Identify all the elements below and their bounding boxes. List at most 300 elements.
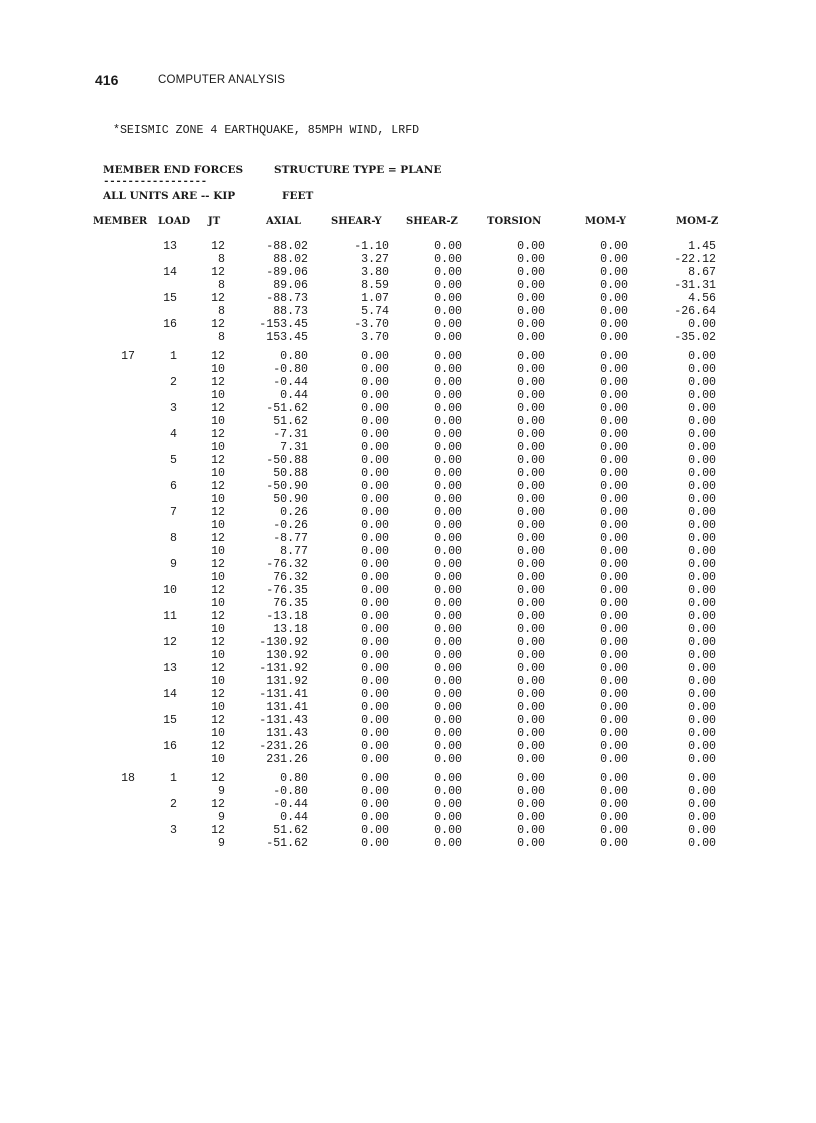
col-header-torsion: TORSION	[487, 216, 542, 227]
structure-type-heading: STRUCTURE TYPE = PLANE	[274, 164, 442, 176]
cell-load: 5	[170, 454, 177, 467]
cell-shear-z: 0.00	[434, 279, 462, 292]
cell-mom-z: 0.00	[688, 363, 716, 376]
cell-load: 1	[170, 350, 177, 363]
cell-shear-z: 0.00	[434, 785, 462, 798]
cell-shear-z: 0.00	[434, 402, 462, 415]
cell-axial: -50.90	[266, 480, 308, 493]
cell-mom-z: 0.00	[688, 675, 716, 688]
cell-mom-z: 0.00	[688, 740, 716, 753]
cell-shear-z: 0.00	[434, 292, 462, 305]
cell-shear-y: 0.00	[361, 467, 389, 480]
cell-axial: 13.18	[273, 623, 308, 636]
cell-mom-z: 0.00	[688, 662, 716, 675]
cell-shear-y: 0.00	[361, 798, 389, 811]
cell-mom-y: 0.00	[600, 584, 628, 597]
cell-mom-y: 0.00	[600, 662, 628, 675]
cell-torsion: 0.00	[517, 305, 545, 318]
cell-shear-y: -3.70	[354, 318, 389, 331]
cell-shear-z: 0.00	[434, 623, 462, 636]
cell-mom-z: 0.00	[688, 701, 716, 714]
cell-shear-y: 0.00	[361, 610, 389, 623]
cell-torsion: 0.00	[517, 376, 545, 389]
cell-shear-z: 0.00	[434, 701, 462, 714]
cell-axial: -7.31	[273, 428, 308, 441]
cell-jt: 8	[218, 253, 225, 266]
cell-mom-z: 0.00	[688, 610, 716, 623]
cell-shear-y: 0.00	[361, 480, 389, 493]
cell-shear-z: 0.00	[434, 740, 462, 753]
cell-torsion: 0.00	[517, 714, 545, 727]
cell-mom-y: 0.00	[600, 545, 628, 558]
cell-shear-z: 0.00	[434, 506, 462, 519]
cell-mom-z: 0.00	[688, 415, 716, 428]
cell-jt: 9	[218, 837, 225, 850]
cell-mom-z: 0.00	[688, 493, 716, 506]
cell-mom-y: 0.00	[600, 363, 628, 376]
cell-jt: 10	[211, 649, 225, 662]
cell-shear-y: 0.00	[361, 837, 389, 850]
cell-mom-y: 0.00	[600, 597, 628, 610]
units-heading: ALL UNITS ARE -- KIP	[103, 190, 236, 202]
cell-mom-y: 0.00	[600, 558, 628, 571]
cell-axial: 130.92	[266, 649, 308, 662]
cell-torsion: 0.00	[517, 363, 545, 376]
cell-shear-y: 0.00	[361, 571, 389, 584]
cell-shear-y: 0.00	[361, 662, 389, 675]
cell-axial: 0.44	[280, 389, 308, 402]
cell-mom-y: 0.00	[600, 441, 628, 454]
running-head: COMPUTER ANALYSIS	[158, 74, 286, 86]
cell-jt: 10	[211, 467, 225, 480]
cell-shear-z: 0.00	[434, 811, 462, 824]
cell-axial: 131.43	[266, 727, 308, 740]
cell-axial: -76.32	[266, 558, 308, 571]
cell-torsion: 0.00	[517, 675, 545, 688]
cell-jt: 12	[211, 376, 225, 389]
cell-axial: -0.44	[273, 798, 308, 811]
cell-torsion: 0.00	[517, 785, 545, 798]
cell-load: 8	[170, 532, 177, 545]
cell-shear-y: 0.00	[361, 532, 389, 545]
cell-mom-z: -35.02	[674, 331, 716, 344]
cell-torsion: 0.00	[517, 610, 545, 623]
cell-shear-z: 0.00	[434, 519, 462, 532]
cell-mom-z: 0.00	[688, 688, 716, 701]
cell-load: 6	[170, 480, 177, 493]
cell-jt: 10	[211, 597, 225, 610]
cell-shear-y: 0.00	[361, 363, 389, 376]
cell-torsion: 0.00	[517, 331, 545, 344]
cell-shear-z: 0.00	[434, 363, 462, 376]
cell-mom-z: 0.00	[688, 389, 716, 402]
cell-shear-y: 0.00	[361, 772, 389, 785]
cell-torsion: 0.00	[517, 824, 545, 837]
cell-torsion: 0.00	[517, 571, 545, 584]
cell-mom-y: 0.00	[600, 824, 628, 837]
cell-shear-z: 0.00	[434, 675, 462, 688]
cell-axial: -131.41	[259, 688, 308, 701]
cell-mom-y: 0.00	[600, 279, 628, 292]
cell-torsion: 0.00	[517, 811, 545, 824]
cell-load: 7	[170, 506, 177, 519]
cell-load: 11	[163, 610, 177, 623]
cell-shear-z: 0.00	[434, 493, 462, 506]
cell-mom-z: 0.00	[688, 824, 716, 837]
cell-torsion: 0.00	[517, 837, 545, 850]
cell-torsion: 0.00	[517, 493, 545, 506]
cell-torsion: 0.00	[517, 480, 545, 493]
cell-jt: 12	[211, 240, 225, 253]
cell-shear-y: 0.00	[361, 402, 389, 415]
cell-axial: -89.06	[266, 266, 308, 279]
cell-shear-z: 0.00	[434, 688, 462, 701]
cell-axial: -88.73	[266, 292, 308, 305]
cell-torsion: 0.00	[517, 740, 545, 753]
cell-shear-z: 0.00	[434, 480, 462, 493]
cell-mom-z: 0.00	[688, 772, 716, 785]
cell-mom-y: 0.00	[600, 467, 628, 480]
cell-axial: -153.45	[259, 318, 308, 331]
cell-jt: 10	[211, 519, 225, 532]
cell-mom-z: 0.00	[688, 428, 716, 441]
cell-mom-y: 0.00	[600, 811, 628, 824]
cell-shear-y: 1.07	[361, 292, 389, 305]
cell-mom-z: 0.00	[688, 571, 716, 584]
cell-jt: 12	[211, 318, 225, 331]
cell-mom-z: 0.00	[688, 402, 716, 415]
cell-torsion: 0.00	[517, 772, 545, 785]
cell-mom-y: 0.00	[600, 785, 628, 798]
cell-shear-z: 0.00	[434, 558, 462, 571]
cell-shear-z: 0.00	[434, 584, 462, 597]
cell-axial: 50.90	[273, 493, 308, 506]
cell-torsion: 0.00	[517, 558, 545, 571]
cell-shear-y: 0.00	[361, 415, 389, 428]
cell-shear-z: 0.00	[434, 305, 462, 318]
cell-mom-y: 0.00	[600, 292, 628, 305]
cell-jt: 8	[218, 305, 225, 318]
cell-axial: 131.41	[266, 701, 308, 714]
cell-torsion: 0.00	[517, 402, 545, 415]
analysis-title: *SEISMIC ZONE 4 EARTHQUAKE, 85MPH WIND, LRFD	[113, 124, 420, 137]
cell-shear-z: 0.00	[434, 714, 462, 727]
cell-axial: 76.35	[273, 597, 308, 610]
cell-axial: -0.80	[273, 785, 308, 798]
cell-shear-z: 0.00	[434, 253, 462, 266]
cell-shear-y: 0.00	[361, 688, 389, 701]
cell-shear-z: 0.00	[434, 454, 462, 467]
cell-mom-y: 0.00	[600, 389, 628, 402]
cell-mom-y: 0.00	[600, 493, 628, 506]
cell-shear-z: 0.00	[434, 545, 462, 558]
cell-shear-z: 0.00	[434, 798, 462, 811]
cell-mom-z: -26.64	[674, 305, 716, 318]
cell-torsion: 0.00	[517, 519, 545, 532]
cell-mom-z: 0.00	[688, 350, 716, 363]
cell-axial: 88.02	[273, 253, 308, 266]
cell-jt: 10	[211, 701, 225, 714]
cell-load: 13	[163, 662, 177, 675]
cell-mom-z: 4.56	[688, 292, 716, 305]
cell-shear-y: 0.00	[361, 785, 389, 798]
cell-mom-y: 0.00	[600, 331, 628, 344]
cell-mom-z: 0.00	[688, 454, 716, 467]
cell-axial: -130.92	[259, 636, 308, 649]
cell-torsion: 0.00	[517, 350, 545, 363]
cell-shear-y: 0.00	[361, 824, 389, 837]
cell-mom-y: 0.00	[600, 350, 628, 363]
cell-shear-y: -1.10	[354, 240, 389, 253]
cell-shear-z: 0.00	[434, 266, 462, 279]
cell-jt: 12	[211, 610, 225, 623]
cell-mom-z: 0.00	[688, 811, 716, 824]
cell-shear-y: 0.00	[361, 714, 389, 727]
col-header-axial: AXIAL	[266, 216, 301, 227]
cell-torsion: 0.00	[517, 532, 545, 545]
cell-shear-y: 0.00	[361, 649, 389, 662]
cell-mom-y: 0.00	[600, 610, 628, 623]
cell-torsion: 0.00	[517, 253, 545, 266]
cell-mom-z: 0.00	[688, 837, 716, 850]
cell-shear-z: 0.00	[434, 837, 462, 850]
cell-torsion: 0.00	[517, 428, 545, 441]
cell-member: 17	[121, 350, 135, 363]
cell-jt: 10	[211, 753, 225, 766]
cell-shear-y: 3.70	[361, 331, 389, 344]
cell-torsion: 0.00	[517, 753, 545, 766]
member-end-forces-heading: MEMBER END FORCES	[103, 164, 244, 176]
cell-mom-y: 0.00	[600, 714, 628, 727]
cell-shear-y: 0.00	[361, 675, 389, 688]
cell-axial: -0.80	[273, 363, 308, 376]
cell-mom-z: 0.00	[688, 636, 716, 649]
cell-torsion: 0.00	[517, 545, 545, 558]
cell-jt: 9	[218, 785, 225, 798]
cell-torsion: 0.00	[517, 454, 545, 467]
cell-jt: 9	[218, 811, 225, 824]
cell-jt: 10	[211, 545, 225, 558]
col-header-jt: JT	[208, 216, 221, 227]
cell-torsion: 0.00	[517, 415, 545, 428]
cell-shear-z: 0.00	[434, 467, 462, 480]
cell-shear-z: 0.00	[434, 772, 462, 785]
cell-mom-y: 0.00	[600, 318, 628, 331]
cell-load: 16	[163, 740, 177, 753]
cell-axial: 50.88	[273, 467, 308, 480]
cell-shear-z: 0.00	[434, 350, 462, 363]
cell-shear-z: 0.00	[434, 441, 462, 454]
cell-mom-z: 0.00	[688, 318, 716, 331]
cell-shear-y: 0.00	[361, 545, 389, 558]
cell-jt: 12	[211, 772, 225, 785]
cell-mom-z: 0.00	[688, 480, 716, 493]
cell-axial: 0.80	[280, 772, 308, 785]
cell-jt: 12	[211, 714, 225, 727]
cell-torsion: 0.00	[517, 279, 545, 292]
cell-axial: 0.80	[280, 350, 308, 363]
page-number: 416	[95, 72, 119, 88]
cell-jt: 10	[211, 675, 225, 688]
cell-mom-z: 0.00	[688, 467, 716, 480]
cell-mom-y: 0.00	[600, 506, 628, 519]
cell-shear-y: 0.00	[361, 811, 389, 824]
cell-shear-y: 0.00	[361, 376, 389, 389]
cell-shear-y: 0.00	[361, 493, 389, 506]
cell-mom-y: 0.00	[600, 675, 628, 688]
cell-shear-y: 0.00	[361, 454, 389, 467]
cell-torsion: 0.00	[517, 798, 545, 811]
cell-mom-y: 0.00	[600, 532, 628, 545]
cell-shear-y: 0.00	[361, 636, 389, 649]
cell-mom-z: 0.00	[688, 545, 716, 558]
cell-shear-z: 0.00	[434, 331, 462, 344]
cell-torsion: 0.00	[517, 467, 545, 480]
cell-jt: 12	[211, 402, 225, 415]
cell-jt: 10	[211, 363, 225, 376]
cell-shear-z: 0.00	[434, 240, 462, 253]
cell-mom-z: 8.67	[688, 266, 716, 279]
cell-jt: 12	[211, 798, 225, 811]
cell-shear-z: 0.00	[434, 824, 462, 837]
cell-torsion: 0.00	[517, 584, 545, 597]
cell-shear-z: 0.00	[434, 571, 462, 584]
col-header-shear-z: SHEAR-Z	[406, 216, 458, 227]
cell-torsion: 0.00	[517, 727, 545, 740]
cell-axial: -0.26	[273, 519, 308, 532]
cell-jt: 10	[211, 441, 225, 454]
cell-jt: 8	[218, 331, 225, 344]
cell-shear-y: 0.00	[361, 558, 389, 571]
cell-torsion: 0.00	[517, 292, 545, 305]
units-feet-heading: FEET	[282, 190, 314, 202]
cell-shear-y: 0.00	[361, 597, 389, 610]
cell-shear-z: 0.00	[434, 389, 462, 402]
cell-mom-z: 1.45	[688, 240, 716, 253]
cell-torsion: 0.00	[517, 597, 545, 610]
cell-mom-z: 0.00	[688, 714, 716, 727]
heading-underline: -----------------	[103, 176, 207, 188]
cell-load: 2	[170, 376, 177, 389]
cell-axial: 131.92	[266, 675, 308, 688]
cell-jt: 12	[211, 350, 225, 363]
cell-mom-y: 0.00	[600, 376, 628, 389]
cell-shear-z: 0.00	[434, 532, 462, 545]
cell-shear-y: 0.00	[361, 519, 389, 532]
cell-torsion: 0.00	[517, 649, 545, 662]
cell-axial: 51.62	[273, 824, 308, 837]
col-header-member: MEMBER	[93, 216, 148, 227]
cell-shear-y: 0.00	[361, 428, 389, 441]
cell-jt: 10	[211, 571, 225, 584]
cell-load: 1	[170, 772, 177, 785]
cell-mom-z: 0.00	[688, 376, 716, 389]
cell-mom-y: 0.00	[600, 428, 628, 441]
col-header-shear-y: SHEAR-Y	[331, 216, 382, 227]
cell-load: 15	[163, 292, 177, 305]
cell-mom-z: 0.00	[688, 506, 716, 519]
cell-shear-y: 0.00	[361, 441, 389, 454]
cell-mom-y: 0.00	[600, 753, 628, 766]
cell-load: 3	[170, 824, 177, 837]
cell-shear-y: 0.00	[361, 740, 389, 753]
cell-axial: 0.26	[280, 506, 308, 519]
cell-mom-y: 0.00	[600, 837, 628, 850]
cell-mom-z: 0.00	[688, 798, 716, 811]
cell-mom-y: 0.00	[600, 798, 628, 811]
cell-torsion: 0.00	[517, 389, 545, 402]
cell-shear-y: 5.74	[361, 305, 389, 318]
col-header-mom-y: MOM-Y	[585, 216, 627, 227]
cell-axial: 88.73	[273, 305, 308, 318]
cell-axial: -131.92	[259, 662, 308, 675]
cell-torsion: 0.00	[517, 662, 545, 675]
cell-torsion: 0.00	[517, 688, 545, 701]
cell-mom-z: 0.00	[688, 623, 716, 636]
cell-torsion: 0.00	[517, 701, 545, 714]
cell-shear-z: 0.00	[434, 597, 462, 610]
cell-mom-y: 0.00	[600, 266, 628, 279]
cell-jt: 12	[211, 558, 225, 571]
cell-shear-y: 0.00	[361, 350, 389, 363]
cell-axial: 76.32	[273, 571, 308, 584]
cell-axial: -76.35	[266, 584, 308, 597]
cell-shear-z: 0.00	[434, 727, 462, 740]
cell-jt: 12	[211, 740, 225, 753]
cell-mom-z: 0.00	[688, 441, 716, 454]
cell-mom-y: 0.00	[600, 772, 628, 785]
col-header-mom-z: MOM-Z	[676, 216, 719, 227]
cell-shear-y: 8.59	[361, 279, 389, 292]
cell-jt: 10	[211, 415, 225, 428]
cell-axial: -8.77	[273, 532, 308, 545]
cell-torsion: 0.00	[517, 318, 545, 331]
cell-shear-y: 0.00	[361, 727, 389, 740]
cell-shear-z: 0.00	[434, 636, 462, 649]
cell-jt: 12	[211, 428, 225, 441]
cell-shear-y: 3.80	[361, 266, 389, 279]
cell-mom-y: 0.00	[600, 571, 628, 584]
cell-load: 4	[170, 428, 177, 441]
cell-shear-y: 0.00	[361, 389, 389, 402]
cell-jt: 10	[211, 623, 225, 636]
cell-torsion: 0.00	[517, 266, 545, 279]
cell-torsion: 0.00	[517, 636, 545, 649]
cell-jt: 12	[211, 292, 225, 305]
cell-jt: 10	[211, 493, 225, 506]
cell-mom-z: 0.00	[688, 785, 716, 798]
cell-axial: -88.02	[266, 240, 308, 253]
cell-torsion: 0.00	[517, 240, 545, 253]
cell-shear-z: 0.00	[434, 376, 462, 389]
cell-shear-z: 0.00	[434, 415, 462, 428]
cell-shear-y: 0.00	[361, 623, 389, 636]
cell-mom-y: 0.00	[600, 480, 628, 493]
cell-jt: 12	[211, 662, 225, 675]
cell-mom-y: 0.00	[600, 240, 628, 253]
cell-mom-z: 0.00	[688, 584, 716, 597]
cell-mom-y: 0.00	[600, 519, 628, 532]
cell-load: 12	[163, 636, 177, 649]
cell-axial: -51.62	[266, 837, 308, 850]
cell-jt: 12	[211, 532, 225, 545]
cell-mom-z: 0.00	[688, 532, 716, 545]
cell-mom-y: 0.00	[600, 454, 628, 467]
cell-mom-y: 0.00	[600, 402, 628, 415]
cell-mom-y: 0.00	[600, 701, 628, 714]
cell-mom-y: 0.00	[600, 688, 628, 701]
cell-torsion: 0.00	[517, 441, 545, 454]
